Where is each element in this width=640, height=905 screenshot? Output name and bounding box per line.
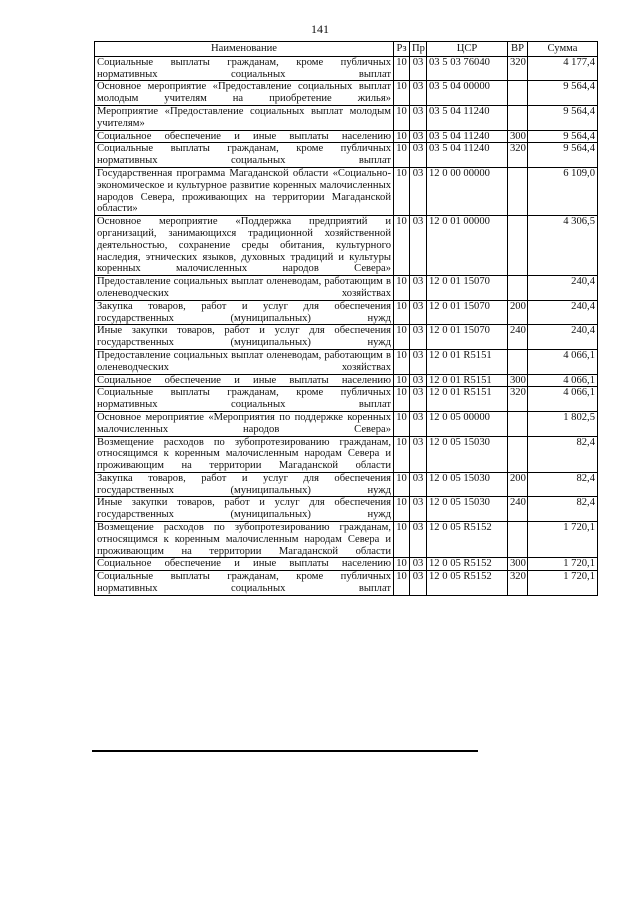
cell-sum: 9 564,4	[528, 130, 598, 143]
cell-name: Мероприятие «Предоставление социальных выплат молодым учителям»	[95, 105, 394, 130]
cell-vr: 200	[508, 300, 528, 325]
cell-rz: 10	[394, 558, 410, 571]
header-pr: Пр	[410, 42, 427, 57]
cell-pr: 03	[410, 558, 427, 571]
cell-rz: 10	[394, 216, 410, 276]
cell-sum: 1 720,1	[528, 571, 598, 596]
cell-csr: 12 0 01 R5151	[427, 349, 508, 374]
cell-vr: 300	[508, 558, 528, 571]
cell-csr: 12 0 05 15030	[427, 436, 508, 472]
cell-vr	[508, 81, 528, 106]
cell-sum: 4 177,4	[528, 56, 598, 81]
table-row	[95, 56, 598, 81]
cell-csr: 03 5 04 11240	[427, 143, 508, 168]
cell-pr: 03	[410, 374, 427, 387]
cell-vr	[508, 216, 528, 276]
header-name: Наименование	[95, 42, 394, 57]
cell-csr: 12 0 01 00000	[427, 216, 508, 276]
cell-pr: 03	[410, 472, 427, 497]
cell-sum: 9 564,4	[528, 143, 598, 168]
cell-rz: 10	[394, 300, 410, 325]
cell-rz: 10	[394, 276, 410, 301]
cell-csr: 12 0 01 R5151	[427, 374, 508, 387]
cell-name: Закупка товаров, работ и услуг для обеспечения государственных (муниципальных) нужд	[95, 472, 394, 497]
cell-vr: 320	[508, 143, 528, 168]
cell-csr: 03 5 03 76040	[427, 56, 508, 81]
cell-pr: 03	[410, 325, 427, 350]
cell-csr: 12 0 01 15070	[427, 300, 508, 325]
cell-sum: 240,4	[528, 300, 598, 325]
cell-csr: 12 0 01 15070	[427, 325, 508, 350]
table-row	[95, 300, 598, 325]
cell-name: Социальное обеспечение и иные выплаты населению	[95, 374, 394, 387]
cell-pr: 03	[410, 387, 427, 412]
cell-csr: 03 5 04 11240	[427, 130, 508, 143]
cell-name: Возмещение расходов по зубопротезированию гражданам, относящимся к коренным малочисленным народам Севера и проживающим на территории Магаданской области	[95, 522, 394, 558]
cell-rz: 10	[394, 143, 410, 168]
cell-vr: 320	[508, 571, 528, 596]
cell-vr	[508, 349, 528, 374]
cell-rz: 10	[394, 374, 410, 387]
header-vr: ВР	[508, 42, 528, 57]
cell-csr: 03 5 04 11240	[427, 105, 508, 130]
cell-name: Основное мероприятие «Предоставление социальных выплат молодым учителям на приобретение жилья»	[95, 81, 394, 106]
cell-rz: 10	[394, 349, 410, 374]
cell-rz: 10	[394, 81, 410, 106]
cell-sum: 4 066,1	[528, 387, 598, 412]
cell-csr: 03 5 04 00000	[427, 81, 508, 106]
cell-vr	[508, 276, 528, 301]
cell-pr: 03	[410, 105, 427, 130]
footer-divider	[92, 750, 478, 752]
cell-rz: 10	[394, 387, 410, 412]
cell-vr: 300	[508, 374, 528, 387]
cell-csr: 12 0 01 R5151	[427, 387, 508, 412]
cell-rz: 10	[394, 571, 410, 596]
cell-sum: 4 306,5	[528, 216, 598, 276]
page-number: 141	[311, 22, 329, 36]
cell-rz: 10	[394, 522, 410, 558]
cell-vr	[508, 105, 528, 130]
cell-csr: 12 0 00 00000	[427, 167, 508, 215]
cell-vr: 300	[508, 130, 528, 143]
header-rz: Рз	[394, 42, 410, 57]
cell-name: Социальные выплаты гражданам, кроме публичных нормативных социальных выплат	[95, 571, 394, 596]
cell-pr: 03	[410, 130, 427, 143]
cell-pr: 03	[410, 56, 427, 81]
table-row	[95, 436, 598, 472]
cell-csr: 12 0 05 00000	[427, 411, 508, 436]
cell-name: Предоставление социальных выплат оленеводам, работающим в оленеводческих хозяйствах	[95, 276, 394, 301]
cell-vr: 320	[508, 387, 528, 412]
budget-table	[94, 41, 598, 596]
cell-csr: 12 0 05 R5152	[427, 522, 508, 558]
table-row	[95, 81, 598, 106]
cell-sum: 9 564,4	[528, 81, 598, 106]
cell-rz: 10	[394, 167, 410, 215]
header-csr: ЦСР	[427, 42, 508, 57]
cell-csr: 12 0 01 15070	[427, 276, 508, 301]
cell-name: Социальное обеспечение и иные выплаты населению	[95, 558, 394, 571]
cell-sum: 1 720,1	[528, 522, 598, 558]
cell-name: Иные закупки товаров, работ и услуг для обеспечения государственных (муниципальных) нужд	[95, 497, 394, 522]
cell-sum: 6 109,0	[528, 167, 598, 215]
cell-name: Социальные выплаты гражданам, кроме публичных нормативных социальных выплат	[95, 143, 394, 168]
table-row	[95, 411, 598, 436]
cell-pr: 03	[410, 436, 427, 472]
cell-pr: 03	[410, 167, 427, 215]
cell-name: Основное мероприятие «Поддержка предприятий и организаций, занимающихся традиционной хозяйственной деятельностью, сохранение среды обитания, культурного наследия, этнических языков, духовных традиций и культуры коренных малочисленных народов Севера»	[95, 216, 394, 276]
cell-rz: 10	[394, 411, 410, 436]
cell-pr: 03	[410, 349, 427, 374]
table-row	[95, 558, 598, 571]
cell-sum: 1 802,5	[528, 411, 598, 436]
cell-pr: 03	[410, 300, 427, 325]
cell-vr: 240	[508, 325, 528, 350]
table-row	[95, 387, 598, 412]
cell-name: Социальное обеспечение и иные выплаты населению	[95, 130, 394, 143]
cell-name: Социальные выплаты гражданам, кроме публичных нормативных социальных выплат	[95, 56, 394, 81]
cell-csr: 12 0 05 15030	[427, 472, 508, 497]
cell-name: Государственная программа Магаданской области «Социально-экономическое и культурное развитие коренных малочисленных народов Севера, проживающих на территории Магаданской области»	[95, 167, 394, 215]
cell-sum: 82,4	[528, 436, 598, 472]
cell-name: Иные закупки товаров, работ и услуг для обеспечения государственных (муниципальных) нужд	[95, 325, 394, 350]
table-row	[95, 325, 598, 350]
cell-pr: 03	[410, 276, 427, 301]
cell-vr	[508, 436, 528, 472]
cell-name: Возмещение расходов по зубопротезированию гражданам, относящимся к коренным малочисленным народам Севера и проживающим на территории Магаданской области	[95, 436, 394, 472]
table-row	[95, 374, 598, 387]
table-row	[95, 349, 598, 374]
cell-name: Предоставление социальных выплат оленеводам, работающим в оленеводческих хозяйствах	[95, 349, 394, 374]
cell-csr: 12 0 05 15030	[427, 497, 508, 522]
table-row	[95, 472, 598, 497]
cell-rz: 10	[394, 130, 410, 143]
cell-rz: 10	[394, 436, 410, 472]
cell-pr: 03	[410, 411, 427, 436]
table-body	[95, 56, 598, 595]
header-sum: Сумма	[528, 42, 598, 57]
cell-sum: 4 066,1	[528, 349, 598, 374]
cell-sum: 240,4	[528, 325, 598, 350]
table-row	[95, 105, 598, 130]
cell-sum: 1 720,1	[528, 558, 598, 571]
cell-pr: 03	[410, 571, 427, 596]
cell-vr: 320	[508, 56, 528, 81]
cell-rz: 10	[394, 105, 410, 130]
table-row	[95, 522, 598, 558]
cell-vr	[508, 522, 528, 558]
cell-name: Основное мероприятие «Мероприятия по поддержке коренных малочисленных народов Севера»	[95, 411, 394, 436]
cell-pr: 03	[410, 216, 427, 276]
cell-vr	[508, 411, 528, 436]
cell-vr	[508, 167, 528, 215]
cell-sum: 9 564,4	[528, 105, 598, 130]
cell-pr: 03	[410, 522, 427, 558]
cell-sum: 4 066,1	[528, 374, 598, 387]
cell-name: Социальные выплаты гражданам, кроме публичных нормативных социальных выплат	[95, 387, 394, 412]
table-row	[95, 130, 598, 143]
cell-rz: 10	[394, 56, 410, 81]
table-row	[95, 497, 598, 522]
table-row	[95, 167, 598, 215]
table-row	[95, 276, 598, 301]
table-row	[95, 216, 598, 276]
cell-pr: 03	[410, 143, 427, 168]
cell-sum: 82,4	[528, 472, 598, 497]
table-header-row	[95, 42, 598, 57]
cell-pr: 03	[410, 497, 427, 522]
cell-csr: 12 0 05 R5152	[427, 558, 508, 571]
cell-pr: 03	[410, 81, 427, 106]
cell-sum: 240,4	[528, 276, 598, 301]
cell-vr: 240	[508, 497, 528, 522]
cell-rz: 10	[394, 472, 410, 497]
cell-rz: 10	[394, 497, 410, 522]
cell-csr: 12 0 05 R5152	[427, 571, 508, 596]
table-row	[95, 571, 598, 596]
cell-vr: 200	[508, 472, 528, 497]
table-row	[95, 143, 598, 168]
cell-rz: 10	[394, 325, 410, 350]
cell-name: Закупка товаров, работ и услуг для обеспечения государственных (муниципальных) нужд	[95, 300, 394, 325]
cell-sum: 82,4	[528, 497, 598, 522]
